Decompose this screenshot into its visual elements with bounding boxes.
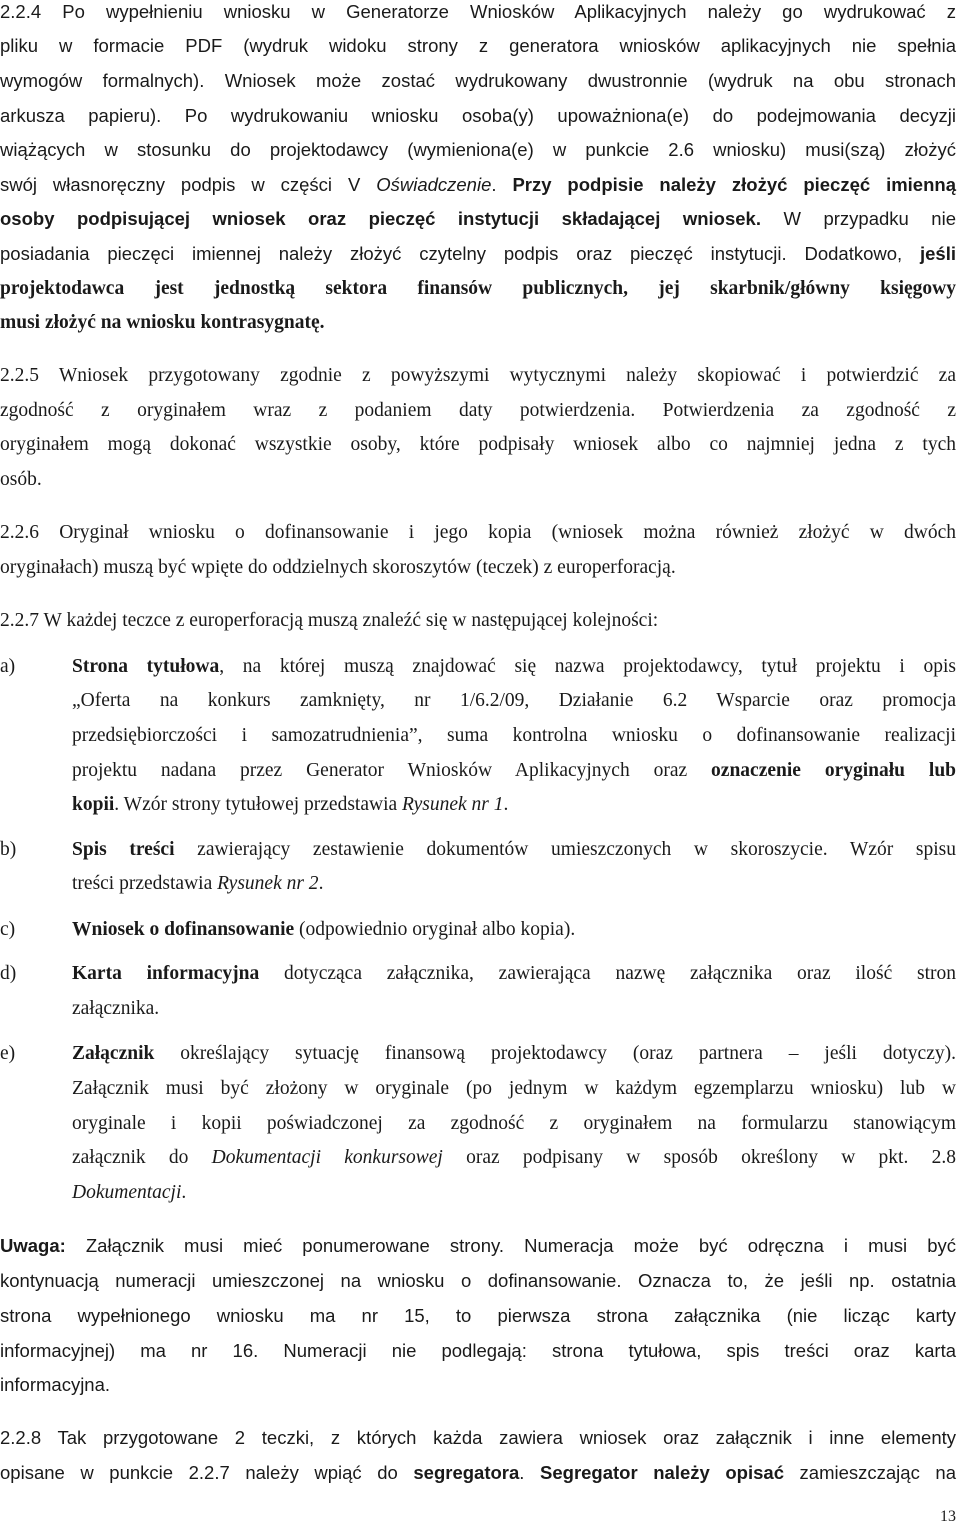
bold-run: oznaczenie oryginału lub bbox=[711, 760, 957, 781]
text-run: treści przedstawia bbox=[72, 873, 218, 894]
paragraph-line: strona wypełnionego wniosku ma nr 15, to pierwsza strona załącznika (nie licząc karty bbox=[0, 1305, 956, 1326]
list-line: Załącznik musi być złożony w oryginale (po jednym w każdym egzemplarzu wniosku) lub w bbox=[72, 1078, 956, 1099]
text-run: dotycząca załącznika, zawierająca nazwę załącznika oraz ilość stron bbox=[259, 963, 956, 984]
list-line bbox=[72, 793, 508, 817]
bold-run: Karta informacyjna bbox=[72, 963, 260, 984]
italic-run: Rysunek nr 1 bbox=[402, 794, 504, 815]
text-run: posiadania pieczęci imiennej należy złożyć czytelny podpis oraz pieczęć instytucji. Dodatkowo, bbox=[0, 243, 920, 264]
paragraph-line: wiążących w stosunku do projektodawcy (wymieniona(e) w punkcie 2.6 wniosku) musi(szą) złożyć bbox=[0, 139, 956, 160]
text-run: . bbox=[519, 1462, 541, 1483]
list-line bbox=[72, 1181, 186, 1205]
paragraph-line: informacyjnej) ma nr 16. Numeracji nie podlegają: strona tytułowa, spis treści oraz karta bbox=[0, 1340, 956, 1361]
paragraph-line: 2.2.7 W każdej teczce z europerforacją muszą znaleźć się w następującej kolejności: bbox=[0, 610, 659, 631]
bold-run: osoby podpisującej wniosek oraz pieczęć instytucji składającej wniosek. bbox=[0, 208, 761, 229]
text-run: projektu nadana przez Generator Wniosków Aplikacyjnych oraz bbox=[72, 760, 712, 781]
text-run: . bbox=[491, 174, 513, 195]
bold-run: Załącznik bbox=[72, 1043, 155, 1064]
list-line bbox=[72, 838, 956, 862]
paragraph-line: pliku w formacie PDF (wydruk widoku strony z generatora wniosków aplikacyjnych nie spełnia bbox=[0, 35, 956, 56]
list-line bbox=[72, 918, 575, 942]
text-run: opisane w punkcie 2.2.7 należy wpiąć do bbox=[0, 1462, 414, 1483]
bold-run: Segregator należy opisać bbox=[540, 1462, 784, 1483]
list-line bbox=[72, 655, 956, 679]
paragraph-line bbox=[0, 242, 956, 266]
paragraph-line: musi złożyć na wniosku kontrasygnatę. bbox=[0, 312, 325, 333]
list-line: „Oferta na konkurs zamknięty, nr 1/6.2/09, Działanie 6.2 Wsparcie oraz promocja bbox=[72, 690, 956, 711]
paragraph-line: 2.2.4 Po wypełnieniu wniosku w Generatorze Wniosków Aplikacyjnych należy go wydrukować z bbox=[0, 1, 956, 22]
text-run: zamieszczając na bbox=[783, 1462, 956, 1483]
paragraph-line: osób. bbox=[0, 469, 42, 490]
page-number: 13 bbox=[940, 1508, 956, 1525]
list-line: oryginale i kopii poświadczonej za zgodność z oryginałem na formularzu stanowiącym bbox=[72, 1113, 956, 1134]
italic-run: Rysunek nr 2 bbox=[217, 873, 319, 894]
list-label: e) bbox=[0, 1043, 16, 1064]
list-line bbox=[72, 1146, 956, 1170]
paragraph-line: kontynuacją numeracji umieszczonej na wniosku o dofinansowanie. Oznacza to, że jeśli np. ostatnia bbox=[0, 1270, 956, 1291]
bold-run: Strona tytułowa bbox=[72, 656, 220, 677]
text-run: zawierający zestawienie dokumentów umieszczonych w skoroszycie. Wzór spisu bbox=[174, 839, 956, 860]
bold-run: segregatora bbox=[413, 1462, 520, 1483]
list-label: d) bbox=[0, 963, 17, 984]
italic-run: Dokumentacji bbox=[72, 1182, 182, 1203]
italic-run: Oświadczenie bbox=[376, 174, 492, 195]
text-run: załącznik do bbox=[72, 1147, 212, 1168]
list-label: c) bbox=[0, 919, 16, 940]
bold-run: jeśli bbox=[920, 243, 956, 264]
list-line bbox=[72, 962, 956, 986]
paragraph-line: projektodawca jest jednostką sektora finansów publicznych, jej skarbnik/główny księgowy bbox=[0, 278, 956, 299]
text-run: . bbox=[503, 794, 509, 815]
text-run: (odpowiednio oryginał albo kopia). bbox=[294, 919, 576, 940]
bold-run: Uwaga: bbox=[0, 1235, 66, 1256]
list-label: a) bbox=[0, 656, 16, 677]
list-line bbox=[72, 1042, 956, 1066]
text-run: . bbox=[181, 1182, 187, 1203]
paragraph-line: 2.2.6 Oryginał wniosku o dofinansowanie i jego kopia (wniosek można również złożyć w dwóch bbox=[0, 522, 956, 543]
paragraph-line bbox=[0, 1461, 956, 1485]
paragraph-line: oryginałem mogą dokonać wszystkie osoby, które podpisały wniosek albo co najmniej jedna z tych bbox=[0, 434, 956, 455]
text-run: . Wzór strony tytułowej przedstawia bbox=[114, 794, 403, 815]
paragraph-line: oryginałach) muszą być wpięte do oddzielnych skoroszytów (teczek) z europerforacją. bbox=[0, 557, 676, 578]
list-line bbox=[72, 872, 323, 896]
list-line: przedsiębiorczości i samozatrudnienia”, suma kontrolna wniosku o dofinansowanie realizacji bbox=[72, 725, 956, 746]
text-run: Załącznik musi mieć ponumerowane strony. Numeracja może być odręczna i musi być bbox=[65, 1235, 956, 1256]
paragraph-line: informacyjna. bbox=[0, 1374, 111, 1395]
paragraph-line: 2.2.5 Wniosek przygotowany zgodnie z powyższymi wytycznymi należy skopiować i potwierdzić za bbox=[0, 365, 956, 386]
paragraph-line: wymogów formalnych). Wniosek może zostać wydrukowany dwustronnie (wydruk na obu stronach bbox=[0, 70, 956, 91]
text-run: oraz podpisany w sposób określony w pkt. 2.8 bbox=[442, 1147, 956, 1168]
italic-run: Dokumentacji konkursowej bbox=[211, 1147, 443, 1168]
bold-run: Wniosek o dofinansowanie bbox=[72, 919, 295, 940]
paragraph-line bbox=[0, 1234, 956, 1258]
bold-run: kopii bbox=[72, 794, 115, 815]
paragraph-line bbox=[0, 207, 956, 231]
text-run: , na której muszą znajdować się nazwa projektodawcy, tytuł projektu i opis bbox=[219, 656, 956, 677]
text-run: . bbox=[318, 873, 324, 894]
list-line bbox=[72, 759, 956, 783]
text-run: określający sytuację finansową projektodawcy (oraz partnera – jeśli dotyczy). bbox=[154, 1043, 956, 1064]
bold-run: Spis treści bbox=[72, 839, 175, 860]
text-run: swój własnoręczny podpis w części V bbox=[0, 174, 377, 195]
paragraph-line bbox=[0, 173, 956, 197]
paragraph-line: arkusza papieru). Po wydrukowaniu wniosku osoba(y) upoważniona(e) do podejmowania decyzji bbox=[0, 105, 956, 126]
paragraph-line: zgodność z oryginałem wraz z podaniem daty potwierdzenia. Potwierdzenia za zgodność z bbox=[0, 400, 956, 421]
text-run: W przypadku nie bbox=[761, 208, 956, 229]
bold-run: Przy podpisie należy złożyć pieczęć imienną bbox=[512, 174, 956, 195]
list-line: załącznika. bbox=[72, 998, 160, 1019]
paragraph-line: 2.2.8 Tak przygotowane 2 teczki, z których każda zawiera wniosek oraz załącznik i inne elementy bbox=[0, 1427, 956, 1448]
list-label: b) bbox=[0, 839, 17, 860]
